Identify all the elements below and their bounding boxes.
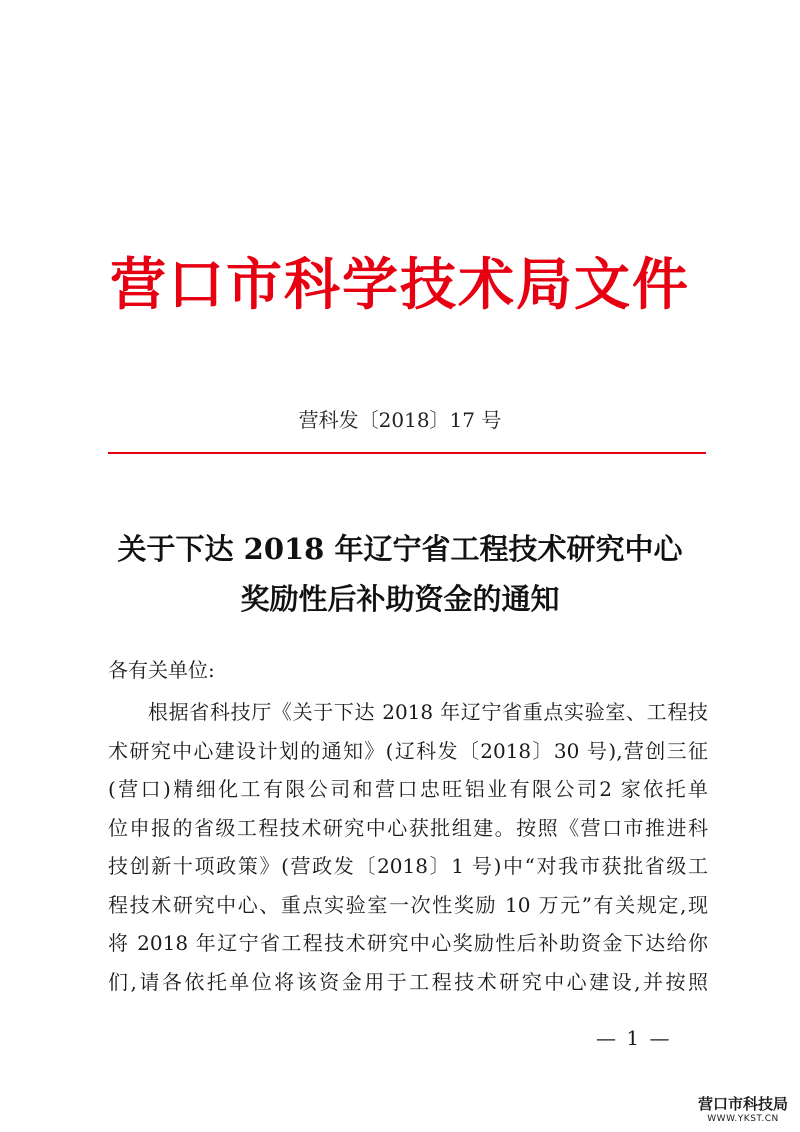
watermark-logo: [693, 1094, 793, 1125]
document-header-title: 营口市科学技术局文件: [110, 252, 690, 318]
body-line: 将 2018 年辽宁省工程技术研究中心奖励性后补助资金下达给你: [108, 931, 708, 955]
body-line: 术研究中心建设计划的通知》(辽科发〔2018〕30 号),营创三征: [108, 738, 708, 763]
watermark-name: 营口市科技局: [697, 1095, 788, 1113]
body-line: 位申报的省级工程技术研究中心获批组建。按照《营口市推进科: [108, 815, 708, 840]
body-text: [108, 698, 708, 1006]
notice-title: [0, 524, 800, 624]
body-line: 技创新十项政策》(营政发〔2018〕1 号)中“对我市获批省级工: [108, 854, 708, 878]
notice-title-line-1: 关于下达 2018 年辽宁省工程技术研究中心: [117, 532, 683, 566]
body-line: (营口)精细化工有限公司和营口忠旺铝业有限公司2 家依托单: [108, 777, 708, 801]
body-line: 们,请各依托单位将该资金用于工程技术研究中心建设,并按照: [108, 969, 708, 994]
page-number: — 1 —: [596, 1026, 672, 1050]
notice-title-line-2: 奖励性后补助资金的通知: [240, 582, 560, 616]
body-line: 程技术研究中心、重点实验室一次性奖励 10 万元”有关规定,现: [108, 892, 708, 917]
document-number: 营科发〔2018〕17 号: [298, 408, 502, 432]
body-line: 根据省科技厅《关于下达 2018 年辽宁省重点实验室、工程技: [148, 700, 708, 724]
salutation: 各有关单位:: [108, 658, 215, 682]
red-divider: [108, 452, 706, 454]
watermark-url: WWW.YKST.CN: [707, 1114, 779, 1124]
